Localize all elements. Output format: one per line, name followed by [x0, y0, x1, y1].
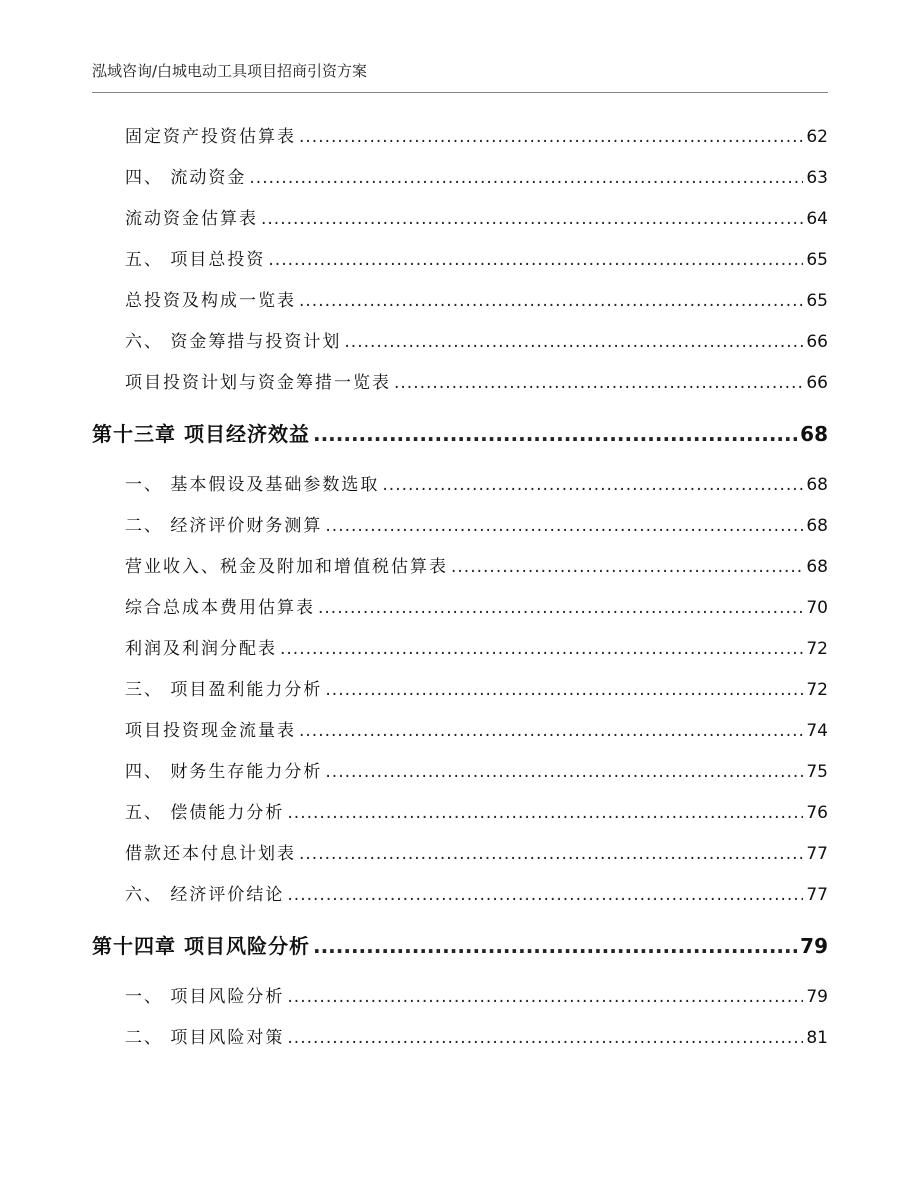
toc-chapter-entry[interactable] [92, 930, 828, 959]
toc-page-number: 77 [806, 885, 828, 905]
dot-leader [287, 987, 803, 1007]
toc-page-number: 72 [806, 680, 828, 700]
dot-leader [280, 639, 803, 659]
toc-entry-label: 营业收入、税金及附加和增值税估算表 [125, 557, 448, 577]
toc-entry[interactable] [125, 675, 828, 700]
dot-leader [318, 598, 803, 618]
toc-entry-label: 第十四章 项目风险分析 [92, 934, 310, 958]
toc-entry-label: 五、 项目总投资 [125, 250, 266, 270]
toc-entry[interactable] [125, 634, 828, 659]
running-header: 泓域咨询/白城电动工具项目招商引资方案 [92, 62, 368, 80]
toc-entry[interactable] [125, 880, 828, 905]
dot-leader [451, 557, 803, 577]
toc-entry[interactable] [125, 757, 828, 782]
toc-entry[interactable] [125, 716, 828, 741]
dot-leader [299, 291, 803, 311]
toc-page-number: 79 [806, 987, 828, 1007]
dot-leader [299, 127, 803, 147]
toc-page-number: 63 [806, 168, 828, 188]
toc-entry-label: 二、 经济评价财务测算 [125, 516, 323, 536]
toc-entry-label: 二、 项目风险对策 [125, 1028, 285, 1048]
toc-entry-label: 六、 经济评价结论 [125, 885, 285, 905]
dot-leader [249, 168, 803, 188]
dot-leader [261, 209, 803, 229]
toc-entry-label: 四、 流动资金 [125, 168, 247, 188]
toc-entry[interactable] [125, 286, 828, 311]
toc-chapter-entry[interactable] [92, 418, 828, 447]
toc-entry-label: 固定资产投资估算表 [125, 127, 296, 147]
toc-entry-label: 借款还本付息计划表 [125, 844, 296, 864]
toc-entry[interactable] [125, 593, 828, 618]
toc-page-number: 76 [806, 803, 828, 823]
toc-page-number: 77 [806, 844, 828, 864]
header-rule [92, 92, 828, 93]
toc-entry[interactable] [125, 982, 828, 1007]
toc-page-number: 68 [800, 422, 828, 446]
dot-leader [313, 422, 797, 446]
dot-leader [325, 680, 803, 700]
dot-leader [325, 762, 803, 782]
dot-leader [287, 1028, 803, 1048]
toc-entry[interactable] [125, 470, 828, 495]
toc-page-number: 66 [806, 373, 828, 393]
toc-page-number: 68 [806, 557, 828, 577]
toc-entry[interactable] [125, 122, 828, 147]
toc-entry[interactable] [125, 552, 828, 577]
dot-leader [287, 803, 803, 823]
toc-entry-label: 五、 偿债能力分析 [125, 803, 285, 823]
dot-leader [394, 373, 803, 393]
toc-entry-label: 综合总成本费用估算表 [125, 598, 315, 618]
toc-page-number: 65 [806, 291, 828, 311]
toc-entry-label: 项目投资现金流量表 [125, 721, 296, 741]
toc-entry[interactable] [125, 839, 828, 864]
toc-entry[interactable] [125, 1023, 828, 1048]
toc-entry-label: 流动资金估算表 [125, 209, 258, 229]
toc-entry-label: 四、 财务生存能力分析 [125, 762, 323, 782]
toc-page-number: 74 [806, 721, 828, 741]
dot-leader [325, 516, 803, 536]
toc-entry[interactable] [125, 245, 828, 270]
toc-page-number: 68 [806, 516, 828, 536]
dot-leader [313, 934, 797, 958]
dot-leader [382, 475, 803, 495]
toc-entry-label: 利润及利润分配表 [125, 639, 277, 659]
toc-entry[interactable] [125, 163, 828, 188]
toc-entry[interactable] [125, 798, 828, 823]
toc-entry[interactable] [125, 204, 828, 229]
toc-entry-label: 一、 基本假设及基础参数选取 [125, 475, 380, 495]
dot-leader [299, 844, 803, 864]
toc-page-number: 79 [800, 934, 828, 958]
dot-leader [287, 885, 803, 905]
toc-entry-label: 六、 资金筹措与投资计划 [125, 332, 342, 352]
toc-page-number: 68 [806, 475, 828, 495]
toc-page-number: 65 [806, 250, 828, 270]
toc-entry[interactable] [125, 511, 828, 536]
dot-leader [344, 332, 803, 352]
toc-entry[interactable] [125, 327, 828, 352]
toc-page-number: 70 [806, 598, 828, 618]
toc-page-number: 81 [806, 1028, 828, 1048]
toc-entry-label: 一、 项目风险分析 [125, 987, 285, 1007]
dot-leader [268, 250, 803, 270]
toc-entry-label: 总投资及构成一览表 [125, 291, 296, 311]
toc-entry-label: 第十三章 项目经济效益 [92, 422, 310, 446]
toc-page-number: 64 [806, 209, 828, 229]
toc-page-number: 75 [806, 762, 828, 782]
toc-page-number: 62 [806, 127, 828, 147]
toc-entry-label: 项目投资计划与资金筹措一览表 [125, 373, 391, 393]
dot-leader [299, 721, 803, 741]
toc-page-number: 66 [806, 332, 828, 352]
toc-entry[interactable] [125, 368, 828, 393]
toc-entry-label: 三、 项目盈利能力分析 [125, 680, 323, 700]
toc-page-number: 72 [806, 639, 828, 659]
